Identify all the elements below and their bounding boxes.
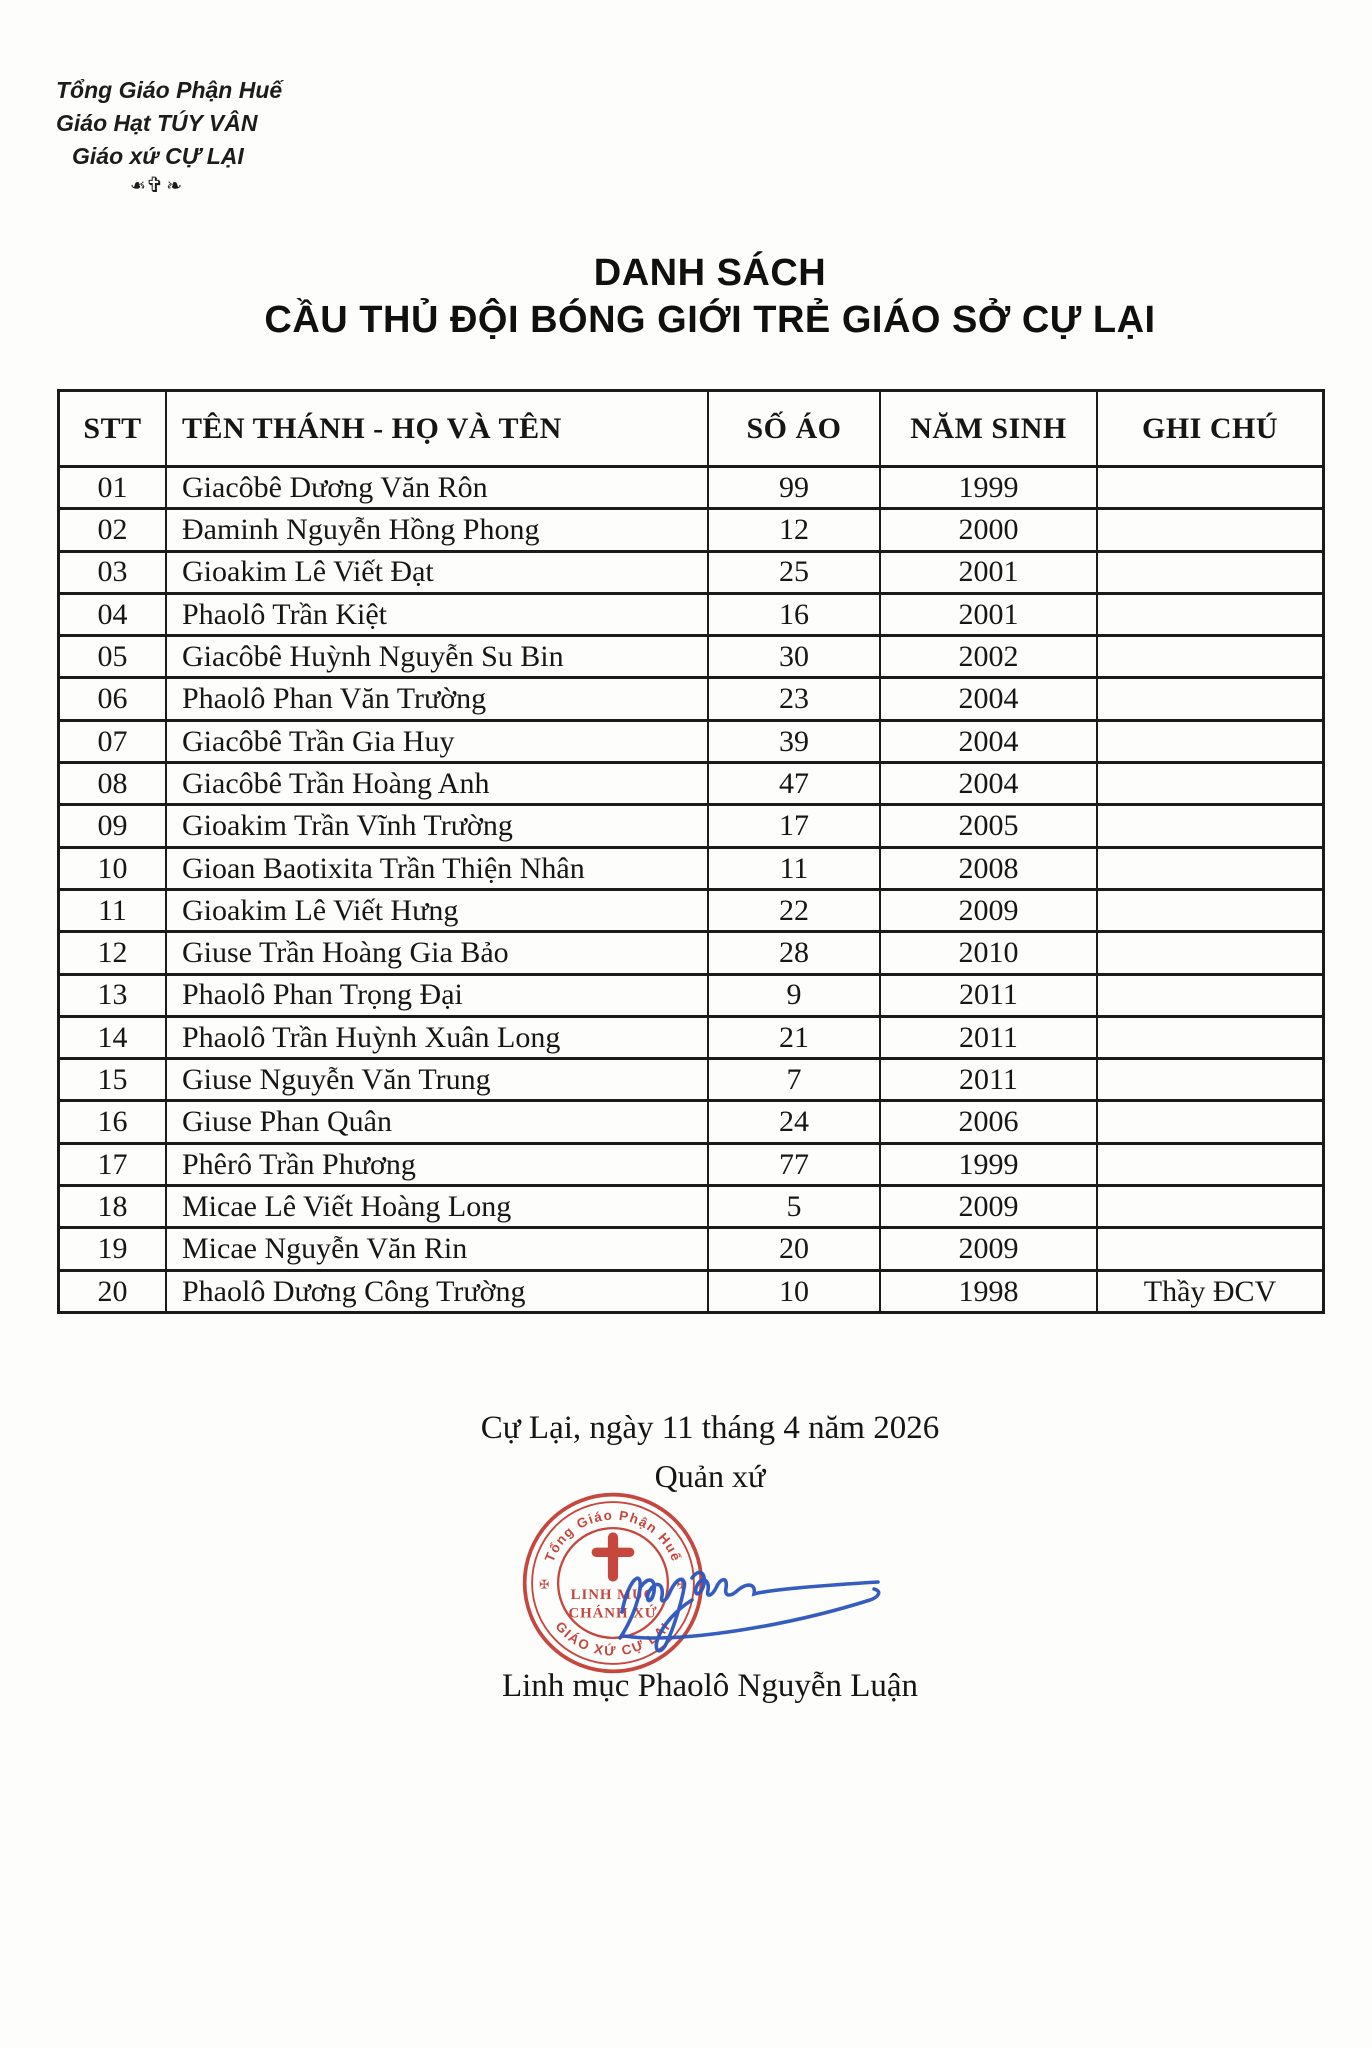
stt-cell: 18 (59, 1186, 167, 1228)
flourish-right-icon: ❧ (166, 176, 186, 197)
birth-year-cell: 2004 (880, 720, 1097, 762)
table-row (59, 932, 1324, 974)
stt-cell: 16 (59, 1101, 167, 1143)
note-cell: Thầy ĐCV (1097, 1270, 1324, 1312)
name-cell: Giuse Trần Hoàng Gia Bảo (166, 932, 708, 974)
note-cell (1097, 805, 1324, 847)
signature-stroke (620, 1572, 879, 1650)
column-header-4: GHI CHÚ (1097, 391, 1324, 467)
jersey-number-cell: 39 (708, 720, 880, 762)
birth-year-cell: 2001 (880, 593, 1097, 635)
birth-year-cell: 1999 (880, 467, 1097, 509)
signature (608, 1538, 898, 1658)
name-cell: Phaolô Dương Công Trường (166, 1270, 708, 1312)
jersey-number-cell: 17 (708, 805, 880, 847)
table-row (59, 636, 1324, 678)
jersey-number-cell: 16 (708, 593, 880, 635)
stt-cell: 15 (59, 1059, 167, 1101)
birth-year-cell: 2009 (880, 1186, 1097, 1228)
cross-flourish-icon (56, 173, 256, 200)
note-cell (1097, 974, 1324, 1016)
table-row (59, 467, 1324, 509)
name-cell: Giuse Nguyễn Văn Trung (166, 1059, 708, 1101)
player-table-head (59, 391, 1324, 467)
column-header-3: NĂM SINH (880, 391, 1097, 467)
birth-year-cell: 1998 (880, 1270, 1097, 1312)
note-cell (1097, 593, 1324, 635)
table-row (59, 847, 1324, 889)
stt-cell: 09 (59, 805, 167, 847)
table-row (59, 889, 1324, 931)
table-row (59, 1228, 1324, 1270)
flourish-left-icon: ❧ (126, 176, 146, 197)
jersey-number-cell: 30 (708, 636, 880, 678)
name-cell: Phaolô Trần Huỳnh Xuân Long (166, 1016, 708, 1058)
jersey-number-cell: 77 (708, 1143, 880, 1185)
stamp-right-cross-icon: ✠ (676, 1577, 687, 1592)
note-cell (1097, 1059, 1324, 1101)
birth-year-cell: 1999 (880, 1143, 1097, 1185)
birth-year-cell: 2005 (880, 805, 1097, 847)
stamp-center-line-2: CHÁNH XỨ (568, 1605, 658, 1622)
jersey-number-cell: 47 (708, 763, 880, 805)
column-header-0: STT (59, 391, 167, 467)
name-cell: Đaminh Nguyễn Hồng Phong (166, 509, 708, 551)
birth-year-cell: 2002 (880, 636, 1097, 678)
stamp-arc-bottom-text: GIÁO XỨ CỰ LẠI (552, 1618, 674, 1659)
note-cell (1097, 551, 1324, 593)
note-cell (1097, 1228, 1324, 1270)
note-cell (1097, 889, 1324, 931)
stamp-left-cross-icon: ✠ (539, 1577, 550, 1592)
column-header-1: TÊN THÁNH - HỌ VÀ TÊN (166, 391, 708, 467)
note-cell (1097, 678, 1324, 720)
jersey-number-cell: 99 (708, 467, 880, 509)
jersey-number-cell: 21 (708, 1016, 880, 1058)
name-cell: Giacôbê Huỳnh Nguyễn Su Bin (166, 636, 708, 678)
jersey-number-cell: 28 (708, 932, 880, 974)
jersey-number-cell: 23 (708, 678, 880, 720)
name-cell: Micae Nguyễn Văn Rin (166, 1228, 708, 1270)
stt-cell: 13 (59, 974, 167, 1016)
player-table (57, 389, 1325, 1314)
stt-cell: 20 (59, 1270, 167, 1312)
table-row (59, 1143, 1324, 1185)
name-cell: Gioakim Lê Viết Hưng (166, 889, 708, 931)
date-line: Cự Lại, ngày 11 tháng 4 năm 2026 (480, 1410, 940, 1446)
stt-cell: 06 (59, 678, 167, 720)
birth-year-cell: 2011 (880, 1059, 1097, 1101)
table-row (59, 763, 1324, 805)
stt-cell: 07 (59, 720, 167, 762)
stt-cell: 03 (59, 551, 167, 593)
stt-cell: 01 (59, 467, 167, 509)
table-row (59, 509, 1324, 551)
birth-year-cell: 2011 (880, 974, 1097, 1016)
name-cell: Giacôbê Trần Gia Huy (166, 720, 708, 762)
stt-cell: 12 (59, 932, 167, 974)
table-row (59, 678, 1324, 720)
stt-cell: 02 (59, 509, 167, 551)
name-cell: Gioakim Trần Vĩnh Trường (166, 805, 708, 847)
table-row (59, 974, 1324, 1016)
name-cell: Gioakim Lê Viết Đạt (166, 551, 708, 593)
name-cell: Giacôbê Trần Hoàng Anh (166, 763, 708, 805)
note-cell (1097, 636, 1324, 678)
jersey-number-cell: 7 (708, 1059, 880, 1101)
stt-cell: 11 (59, 889, 167, 931)
birth-year-cell: 2011 (880, 1016, 1097, 1058)
note-cell (1097, 932, 1324, 974)
stt-cell: 04 (59, 593, 167, 635)
jersey-number-cell: 11 (708, 847, 880, 889)
jersey-number-cell: 12 (708, 509, 880, 551)
table-row (59, 1059, 1324, 1101)
stamp-center-line-1: LINH MỤC (570, 1586, 656, 1603)
jersey-number-cell: 9 (708, 974, 880, 1016)
table-row (59, 1101, 1324, 1143)
stt-cell: 17 (59, 1143, 167, 1185)
note-cell (1097, 1016, 1324, 1058)
birth-year-cell: 2009 (880, 889, 1097, 931)
name-cell: Phaolô Phan Trọng Đại (166, 974, 708, 1016)
stt-cell: 19 (59, 1228, 167, 1270)
note-cell (1097, 1143, 1324, 1185)
role-line: Quản xứ (654, 1458, 766, 1494)
note-cell (1097, 847, 1324, 889)
jersey-number-cell: 25 (708, 551, 880, 593)
jersey-number-cell: 5 (708, 1186, 880, 1228)
name-cell: Gioan Baotixita Trần Thiện Nhân (166, 847, 708, 889)
jersey-number-cell: 22 (708, 889, 880, 931)
table-row (59, 720, 1324, 762)
letterhead (56, 74, 286, 200)
document-title (48, 250, 1372, 344)
birth-year-cell: 2000 (880, 509, 1097, 551)
signer-name: Linh mục Phaolô Nguyễn Luận (501, 1668, 919, 1704)
jersey-number-cell: 20 (708, 1228, 880, 1270)
note-cell (1097, 1186, 1324, 1228)
table-row (59, 593, 1324, 635)
note-cell (1097, 763, 1324, 805)
cross-icon: ✞ (145, 174, 167, 197)
stamp-arc-top-text: Tổng Giáo Phận Huế (541, 1507, 685, 1565)
name-cell: Phêrô Trần Phương (166, 1143, 708, 1185)
stt-cell: 14 (59, 1016, 167, 1058)
jersey-number-cell: 10 (708, 1270, 880, 1312)
name-cell: Phaolô Trần Kiệt (166, 593, 708, 635)
table-row (59, 1270, 1324, 1312)
table-row (59, 1016, 1324, 1058)
table-header-row (59, 391, 1324, 467)
note-cell (1097, 720, 1324, 762)
birth-year-cell: 2006 (880, 1101, 1097, 1143)
birth-year-cell: 2008 (880, 847, 1097, 889)
jersey-number-cell: 24 (708, 1101, 880, 1143)
stt-cell: 08 (59, 763, 167, 805)
column-header-2: SỐ ÁO (708, 391, 880, 467)
name-cell: Giuse Phan Quân (166, 1101, 708, 1143)
table-row (59, 805, 1324, 847)
letterhead-line-3: Giáo xứ CỰ LẠI (72, 143, 244, 169)
name-cell: Phaolô Phan Văn Trường (166, 678, 708, 720)
player-table-body (59, 467, 1324, 1313)
birth-year-cell: 2004 (880, 763, 1097, 805)
note-cell (1097, 1101, 1324, 1143)
note-cell (1097, 509, 1324, 551)
title-line-1: DANH SÁCH (593, 252, 827, 294)
stt-cell: 10 (59, 847, 167, 889)
name-cell: Micae Lê Viết Hoàng Long (166, 1186, 708, 1228)
stt-cell: 05 (59, 636, 167, 678)
table-row (59, 1186, 1324, 1228)
name-cell: Giacôbê Dương Văn Rôn (166, 467, 708, 509)
table-row (59, 551, 1324, 593)
letterhead-line-2: Giáo Hạt TÚY VÂN (56, 110, 258, 136)
note-cell (1097, 467, 1324, 509)
letterhead-line-1: Tổng Giáo Phận Huế (56, 77, 283, 103)
birth-year-cell: 2009 (880, 1228, 1097, 1270)
birth-year-cell: 2010 (880, 932, 1097, 974)
birth-year-cell: 2001 (880, 551, 1097, 593)
title-line-2: CẦU THỦ ĐỘI BÓNG GIỚI TRẺ GIÁO SỞ CỰ LẠI (264, 299, 1156, 341)
birth-year-cell: 2004 (880, 678, 1097, 720)
